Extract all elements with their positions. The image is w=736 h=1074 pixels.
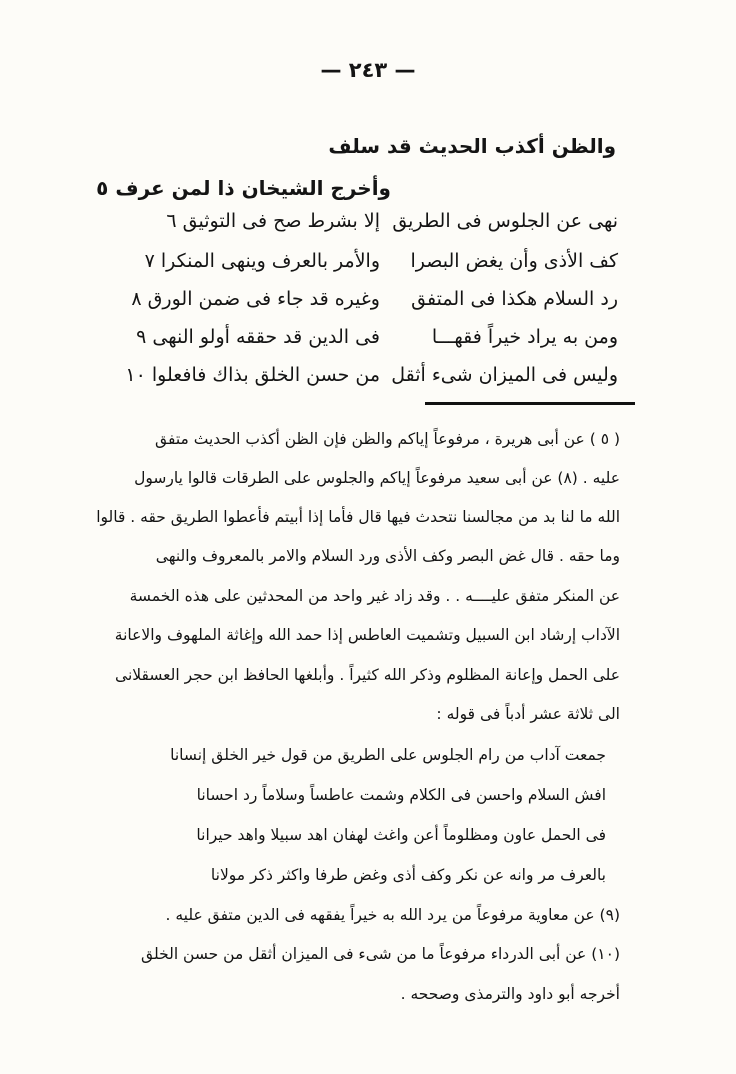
verse-row bbox=[0, 250, 736, 284]
quoted-poem-line: فى الحمل عاون ومظلوماً أعن واغث لهفان اهد سبيلا واهد حيرانا bbox=[196, 826, 606, 844]
verse-row bbox=[0, 326, 736, 360]
verse-hemistich-second: وغيره قد جاء فى ضمن الورق ٨ bbox=[131, 288, 380, 310]
quoted-poem-line: جمعت آداب من رام الجلوس على الطريق من قول خير الخلق إنسانا bbox=[170, 746, 606, 764]
footnote-separator-rule bbox=[425, 402, 635, 405]
footnote-line: الى ثلاثة عشر أدباً فى قوله : bbox=[436, 705, 620, 723]
verse-hemistich-first: وليس فى الميزان شىء أثقل bbox=[391, 364, 618, 386]
verse-row bbox=[0, 364, 736, 398]
verse-hemistich-first: نهى عن الجلوس فى الطريق bbox=[392, 210, 618, 232]
verse-hemistich-first: ومن به يراد خيراً فقهـــا bbox=[431, 326, 618, 348]
footnote-line: أخرجه أبو داود والترمذى وصححه . bbox=[400, 985, 620, 1003]
verse-hemistich-second: فى الدين قد حققه أولو النهى ٩ bbox=[136, 326, 380, 348]
footnote-line: وما حقه . قال غض البصر وكف الأذى ورد السلام والامر بالمعروف والنهى bbox=[155, 547, 620, 565]
verse-row bbox=[0, 288, 736, 322]
verse-hemistich-second: والأمر بالعرف وينهى المنكرا ٧ bbox=[144, 250, 380, 272]
footnote-line: (١٠) عن أبى الدرداء مرفوعاً ما من شىء فى الميزان أثقل من حسن الخلق bbox=[141, 945, 620, 963]
quoted-poem-line: بالعرف مر وانه عن نكر وكف أذى وغض طرفا واكثر ذكر مولانا bbox=[210, 866, 606, 884]
verse-hemistich-first: رد السلام هكذا فى المتفق bbox=[411, 288, 618, 310]
verse-line-second: وأخرج الشيخان ذا لمن عرف ٥ bbox=[96, 176, 391, 200]
footnote-line: على الحمل وإعانة المظلوم وذكر الله كثيراً . وأبلغها الحافظ ابن حجر العسقلانى bbox=[115, 666, 620, 684]
quoted-poem-line: افش السلام واحسن فى الكلام وشمت عاطساً وسلاماً رد احسانا bbox=[196, 786, 606, 804]
verse-line-opening: والظن أكذب الحديث قد سلف bbox=[328, 134, 616, 158]
footnote-line: (٩) عن معاوية مرفوعاً من يرد الله به خيراً يفقهه فى الدين متفق عليه . bbox=[165, 906, 620, 924]
verse-hemistich-second: إلا بشرط صح فى التوثيق ٦ bbox=[166, 210, 380, 232]
footnote-line: الله ما لنا بد من مجالسنا نتحدث فيها قال فأما إذا أبيتم فأعطوا الطريق حقه . قالوا bbox=[96, 508, 620, 526]
footnote-line: ( ٥ ) عن أبى هريرة ، مرفوعاً إياكم والظن فإن الظن أكذب الحديث متفق bbox=[155, 430, 620, 448]
verse-row bbox=[0, 210, 736, 244]
footnote-line: عليه . (٨) عن أبى سعيد مرفوعاً إياكم والجلوس على الطرقات قالوا يارسول bbox=[134, 469, 620, 487]
verse-hemistich-second: من حسن الخلق بذاك فافعلوا ١٠ bbox=[125, 364, 380, 386]
footnote-line: عن المنكر متفق عليــــه . . وقد زاد غير واحد من المحدثين على هذه الخمسة bbox=[129, 587, 620, 605]
page-number: — ٢٤٣ — bbox=[320, 58, 416, 82]
verse-hemistich-first: كف الأذى وأن يغض البصرا bbox=[410, 250, 618, 272]
footnote-line: الآداب إرشاد ابن السبيل وتشميت العاطس إذا حمد الله وإغاثة الملهوف والاعانة bbox=[114, 626, 620, 644]
